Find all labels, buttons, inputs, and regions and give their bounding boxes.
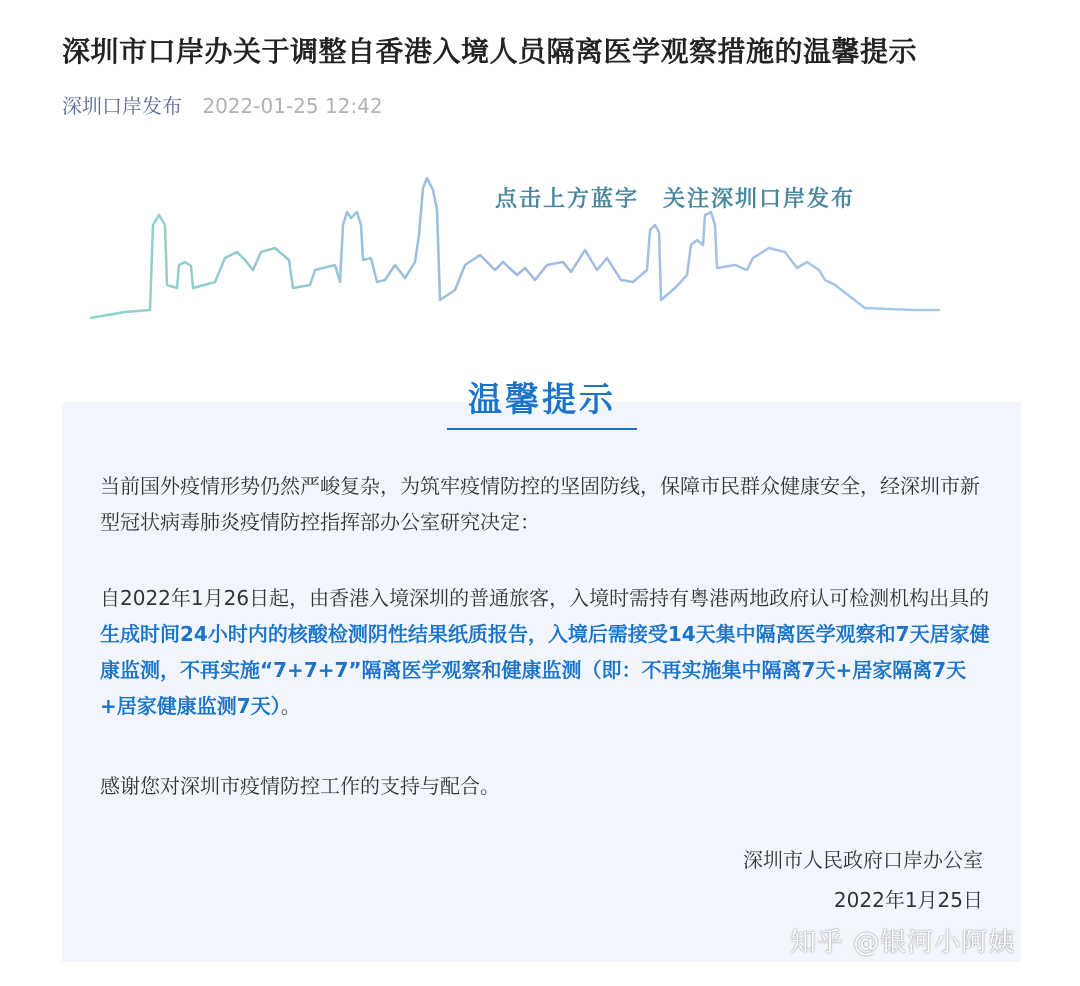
policy-highlight-text: 生成时间24小时内的核酸检测阴性结果纸质报告，入境后需接受14天集中隔离医学观察和7天居家健康监测，不再实施“7+7+7”隔离医学观察和健康监测（即：不再实施集中隔离7天+居家隔离7天+居家健康监测7天） (100, 622, 990, 718)
signature-org: 深圳市人民政府口岸办公室 (743, 848, 983, 872)
title-underline (447, 428, 637, 430)
publish-datetime: 2022-01-25 12:42 (202, 94, 383, 118)
intro-paragraph: 当前国外疫情形势仍然严峻复杂，为筑牢疫情防控的坚固防线，保障市民群众健康安全，经深圳市新型冠状病毒肺炎疫情防控指挥部办公室研究决定： (100, 474, 980, 534)
zhihu-watermark: 知乎 @银河小阿姨 (790, 928, 1016, 958)
follow-slogan: 点击上方蓝字 关注深圳口岸发布 (495, 187, 856, 212)
skyline-banner[interactable] (85, 170, 945, 330)
notice-header (447, 380, 637, 430)
account-name-link[interactable]: 深圳口岸发布 (62, 94, 182, 118)
article-meta (62, 90, 383, 119)
policy-lead-text: 自2022年1月26日起，由香港入境深圳的普通旅客，入境时需持有粤港两地政府认可检测机构出具的 (100, 586, 990, 610)
policy-paragraph (100, 580, 990, 724)
signature-date: 2022年1月25日 (833, 888, 983, 912)
thanks-paragraph: 感谢您对深圳市疫情防控工作的支持与配合。 (100, 774, 500, 798)
notice-card (62, 380, 1021, 962)
notice-title: 温馨提示 (468, 380, 616, 420)
article-title: 深圳市口岸办关于调整自香港入境人员隔离医学观察措施的温馨提示 (62, 35, 918, 68)
policy-tail-text: 。 (280, 694, 301, 718)
